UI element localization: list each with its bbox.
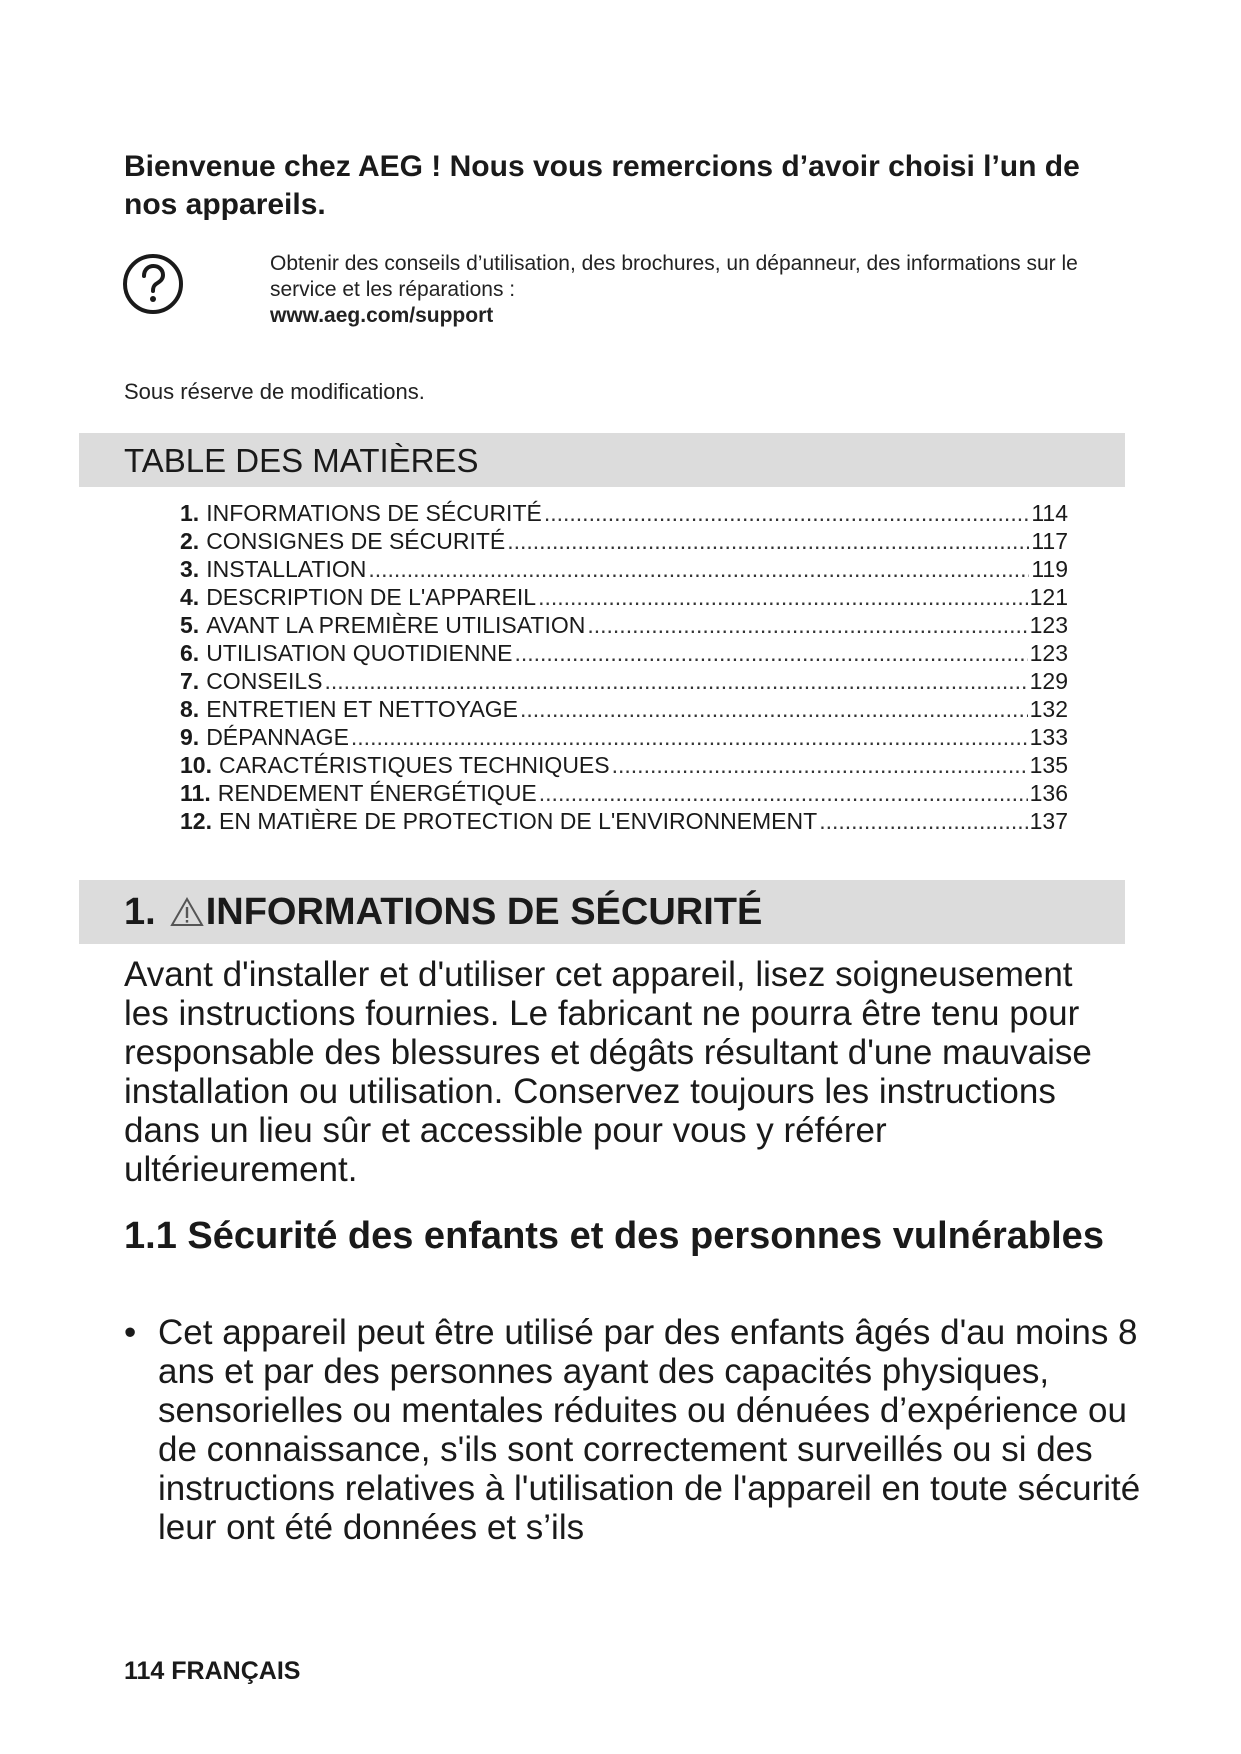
toc-entry[interactable] [180,807,1068,835]
toc-entry[interactable] [180,611,1068,639]
toc-entry-label: CARACTÉRISTIQUES TECHNIQUES [218,752,610,778]
toc-entry-page: 137 [1029,808,1068,834]
toc-entry-page: 133 [1029,724,1068,750]
section-title [124,888,762,936]
warning-triangle-icon [170,897,204,927]
support-link[interactable]: www.aeg.com/support [270,304,494,327]
toc-entry-label: CONSIGNES DE SÉCURITÉ [206,528,506,554]
toc-entry-number: 5. [180,612,200,638]
section-intro-paragraph: Avant d'installer et d'utiliser cet appareil, lisez soigneusement les instructions fournies. Le fabricant ne pourra être tenu pour responsable des blessures et dégâts résultant d'une mauvaise installation ou utilisation. Conservez toujours les instructions dans un lieu sûr et accessible pour vous y référer ultérieurement. [124,955,1092,1189]
toc-entry-label: AVANT LA PREMIÈRE UTILISATION [206,612,586,638]
toc-entry-page: 114 [1031,500,1068,526]
toc-dot-leader [368,555,1029,583]
toc-entry[interactable] [180,555,1068,583]
toc-entry[interactable] [180,667,1068,695]
toc-entry-label: DESCRIPTION DE L'APPAREIL [206,584,537,610]
toc-entry-page: 121 [1029,584,1068,610]
toc-entry-page: 136 [1029,780,1068,806]
question-circle-icon [121,252,185,316]
toc-dot-leader [612,751,1028,779]
toc-entry-number: 3. [180,556,200,582]
toc-entry-number: 8. [180,696,200,722]
toc-entry-label: CONSEILS [206,668,323,694]
toc-entry-page: 132 [1029,696,1068,722]
toc-entry-number: 12. [180,808,212,834]
page-footer: 114 FRANÇAIS [124,1657,301,1685]
toc-entry-number: 7. [180,668,200,694]
toc-dot-leader [539,779,1028,807]
section-title-text: INFORMATIONS DE SÉCURITÉ [205,891,763,933]
toc-dot-leader [819,807,1027,835]
toc-entry-page: 135 [1029,752,1068,778]
toc-title: TABLE DES MATIÈRES [124,442,479,479]
toc-entry[interactable] [180,499,1068,527]
toc-dot-leader [325,667,1028,695]
bullet-mark: • [124,1313,137,1352]
toc-entry-label: RENDEMENT ÉNERGÉTIQUE [217,780,537,806]
toc-entry-page: 119 [1031,556,1068,582]
toc-entry-page: 123 [1029,640,1068,666]
support-description: Obtenir des conseils d’utilisation, des brochures, un dépanneur, des informations sur le service et les réparations : [270,252,1078,301]
toc-entry-number: 11. [180,780,211,806]
toc-entry[interactable] [180,527,1068,555]
toc-entry-number: 2. [180,528,200,554]
toc-entry-number: 10. [180,752,212,778]
toc-entry[interactable] [180,779,1068,807]
toc-entry-number: 1. [180,500,200,526]
toc-entry[interactable] [180,751,1068,779]
toc-entry-number: 4. [180,584,200,610]
toc-dot-leader [587,611,1027,639]
table-of-contents [180,499,1068,835]
bullet-paragraph [124,1313,1158,1547]
toc-entry-page: 123 [1029,612,1068,638]
support-info [270,251,1130,329]
toc-entry-page: 129 [1029,668,1068,694]
toc-dot-leader [514,639,1027,667]
toc-dot-leader [538,583,1028,611]
disclaimer-text: Sous réserve de modifications. [124,379,425,404]
subsection-heading: 1.1 Sécurité des enfants et des personnes vulnérables [124,1215,1104,1257]
toc-dot-leader [507,527,1029,555]
toc-entry-label: INFORMATIONS DE SÉCURITÉ [206,500,542,526]
toc-entry-label: INSTALLATION [206,556,367,582]
toc-entry-number: 6. [180,640,200,666]
toc-dot-leader [520,695,1028,723]
bullet-text: Cet appareil peut être utilisé par des enfants âgés d'au moins 8 ans et par des personnes ayant des capacités physiques, sensorielles ou mentales réduites ou dénuées d’expérience ou de connaissance, s'ils sont correctement surveillés ou si des instructions relatives à l'utilisation de l'appareil en toute sécurité leur ont été données et s’ils [158,1313,1141,1547]
toc-entry[interactable] [180,639,1068,667]
toc-dot-leader [544,499,1029,527]
toc-entry-label: EN MATIÈRE DE PROTECTION DE L'ENVIRONNEMENT [218,808,818,834]
section-number: 1. [124,891,156,933]
welcome-heading: Bienvenue chez AEG ! Nous vous remercions d’avoir choisi l’un de nos appareils. [124,150,1080,221]
toc-header-band [79,433,1125,487]
section-header-band [79,880,1125,944]
toc-entry-page: 117 [1031,528,1068,554]
toc-entry-label: UTILISATION QUOTIDIENNE [206,640,513,666]
toc-entry[interactable] [180,583,1068,611]
toc-entry-number: 9. [180,724,200,750]
toc-entry-label: ENTRETIEN ET NETTOYAGE [206,696,519,722]
toc-entry[interactable] [180,695,1068,723]
toc-entry[interactable] [180,723,1068,751]
toc-entry-label: DÉPANNAGE [206,724,349,750]
toc-dot-leader [351,723,1028,751]
